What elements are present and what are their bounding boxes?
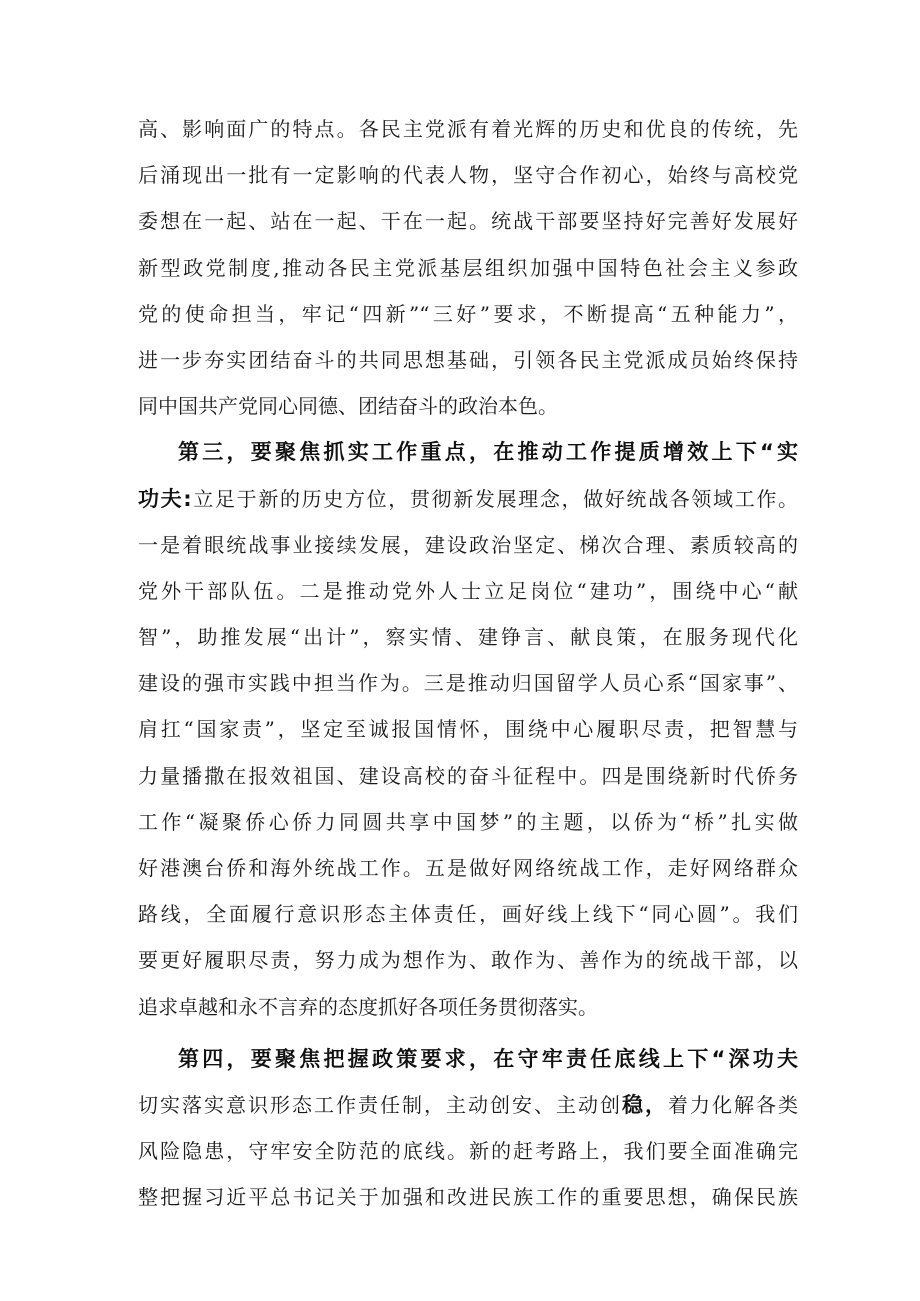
body-line: 追求卓越和永不言弃的态度抓好各项任务贯彻落实。 [138,994,598,1019]
body-line: 智”，助推发展“出计”，察实情、建铮言、献良策，在服务现代化 [138,625,798,650]
section-heading-fourth: 第四，要聚焦把握政策要求，在守牢责任底线上下“深功夫 [178,1046,798,1071]
body-line: 党外干部队伍。二是推动党外人士立足岗位“建功”，围绕中心“献 [138,578,798,603]
body-line: 要更好履职尽责，努力成为想作为、敢作为、善作为的统战干部，以 [138,948,798,973]
body-line [138,1082,798,1128]
body-text: 切实落实意识形态工作责任制，主动创安、主动创 [138,1092,622,1117]
body-line: 同中国共产党同心同德、团结奋斗的政治本色。 [138,394,558,419]
body-text: 立足于新的历史方位，贯彻新发展理念，做好统战各领域工作。 [191,486,798,511]
document-body [138,106,798,1221]
body-text: 着力化解各类 [668,1092,798,1117]
heading-continuation: 功夫: [138,486,192,511]
body-line: 新型政党制度,推动各民主党派基层组织加强中国特色社会主义参政 [138,255,798,280]
body-line: 建设的强市实践中担当作为。三是推动归国留学人员心系“国家事”、 [138,671,798,696]
body-line: 肩扛“国家责”，坚定至诚报国情怀，围绕中心履职尽责，把智慧与 [138,717,798,742]
body-line [138,476,798,522]
section-heading-third: 第三，要聚焦抓实工作重点，在推动工作提质增效上下“实 [178,440,798,465]
body-line: 力量播撒在报效祖国、建设高校的奋斗征程中。四是围绕新时代侨务 [138,763,798,788]
body-line: 委想在一起、站在一起、干在一起。统战干部要坚持好完善好发展好 [138,209,798,234]
body-line: 党的使命担当，牢记“四新”“三好”要求，不断提高“五种能力”， [138,301,798,326]
body-line: 整把握习近平总书记关于加强和改进民族工作的重要思想，确保民族 [138,1185,798,1210]
body-line: 风险隐患，守牢安全防范的底线。新的赶考路上，我们要全面准确完 [138,1139,798,1164]
body-line: 进一步夯实团结奋斗的共同思想基础，引领各民主党派成员始终保持 [138,347,798,372]
body-line: 路线，全面履行意识形态主体责任，画好线上线下“同心圆”。我们 [138,902,798,927]
bold-text: 稳， [622,1092,668,1117]
body-line: 工作“凝聚侨心侨力同圆共享中国梦”的主题，以侨为“桥”扎实做 [138,809,798,834]
body-line: 好港澳台侨和海外统战工作。五是做好网络统战工作，走好网络群众 [138,856,798,880]
body-line: 高、影响面广的特点。各民主党派有着光辉的历史和优良的传统，先 [138,117,798,141]
body-line: 后涌现出一批有一定影响的代表人物，坚守合作初心，始终与高校党 [138,163,798,188]
body-line: 一是着眼统战事业接续发展，建设政治坚定、梯次合理、素质较高的 [138,532,798,557]
